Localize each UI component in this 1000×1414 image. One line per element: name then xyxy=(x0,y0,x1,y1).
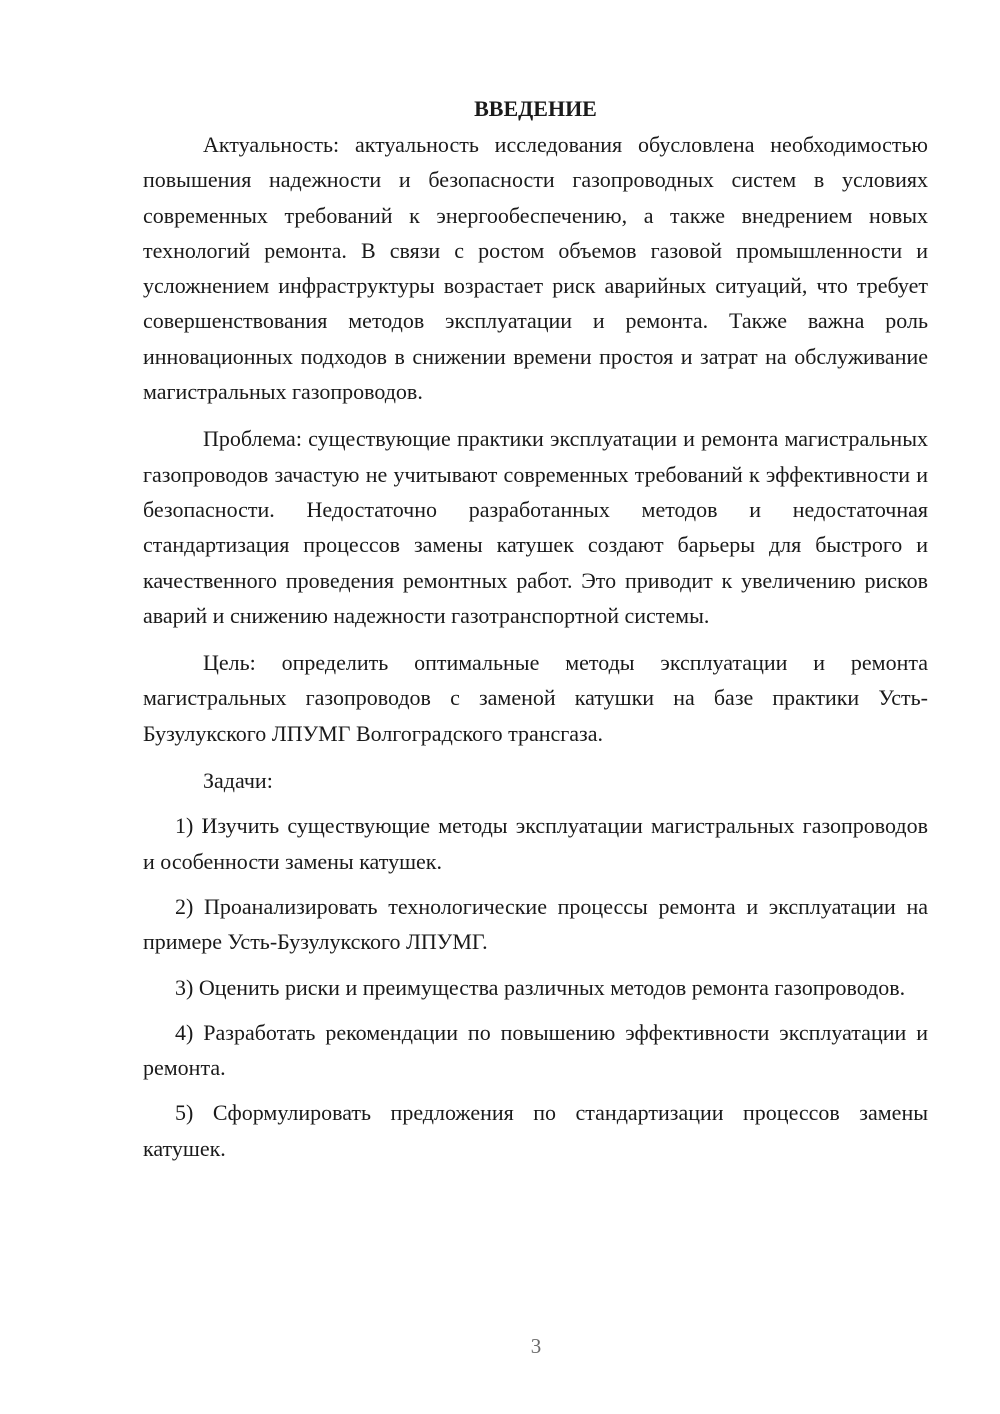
task-item-2: 2) Проанализировать технологические процессы ремонта и эксплуатации на примере Усть-Бузулукского ЛПУМГ. xyxy=(143,893,928,955)
task-item-3: 3) Оценить риски и преимущества различных методов ремонта газопроводов. xyxy=(175,974,906,1000)
task-item-5: 5) Сформулировать предложения по стандартизации процессов замены катушек. xyxy=(143,1100,928,1161)
paragraph-problem: Проблема: существующие практики эксплуатации и ремонта магистральных газопроводов зачастую не учитывают современных требований к эффективности и безопасности. Недостаточно разработанных методов и недостаточная стандартизация процессов замены катушек создают барьеры для быстрого и качественного проведения ремонтных работ. Это приводит к увеличению рисков аварий и снижению надежности газотранспортной системы. xyxy=(143,426,928,628)
task-item-4: 4) Разработать рекомендации по повышению эффективности эксплуатации и ремонта. xyxy=(143,1019,928,1081)
paragraph-goal: Цель: определить оптимальные методы эксплуатации и ремонта магистральных газопроводов с заменой катушки на базе практики Усть-Бузулукского ЛПУМГ Волгоградского трансгаза. xyxy=(143,650,928,746)
page-content xyxy=(143,92,928,1176)
page-number: 3 xyxy=(530,1334,542,1358)
tasks-heading: Задачи: xyxy=(203,768,273,794)
page-title: ВВЕДЕНИЕ xyxy=(474,96,597,121)
task-item-1: 1) Изучить существующие методы эксплуатации магистральных газопроводов и особенности замены катушек. xyxy=(143,813,928,874)
paragraph-relevance: Актуальность: актуальность исследования обусловлена необходимостью повышения надежности и безопасности газопроводных систем в условиях современных требований к энергообеспечению, а также внедрением новых технологий ремонта. В связи с ростом объемов газовой промышленности и усложнением инфраструктуры возрастает риск аварийных ситуаций, что требует совершенствования методов эксплуатации и ремонта. Также важна роль инновационных подходов в снижении времени простоя и затрат на обслуживание магистральных газопроводов. xyxy=(143,132,928,405)
